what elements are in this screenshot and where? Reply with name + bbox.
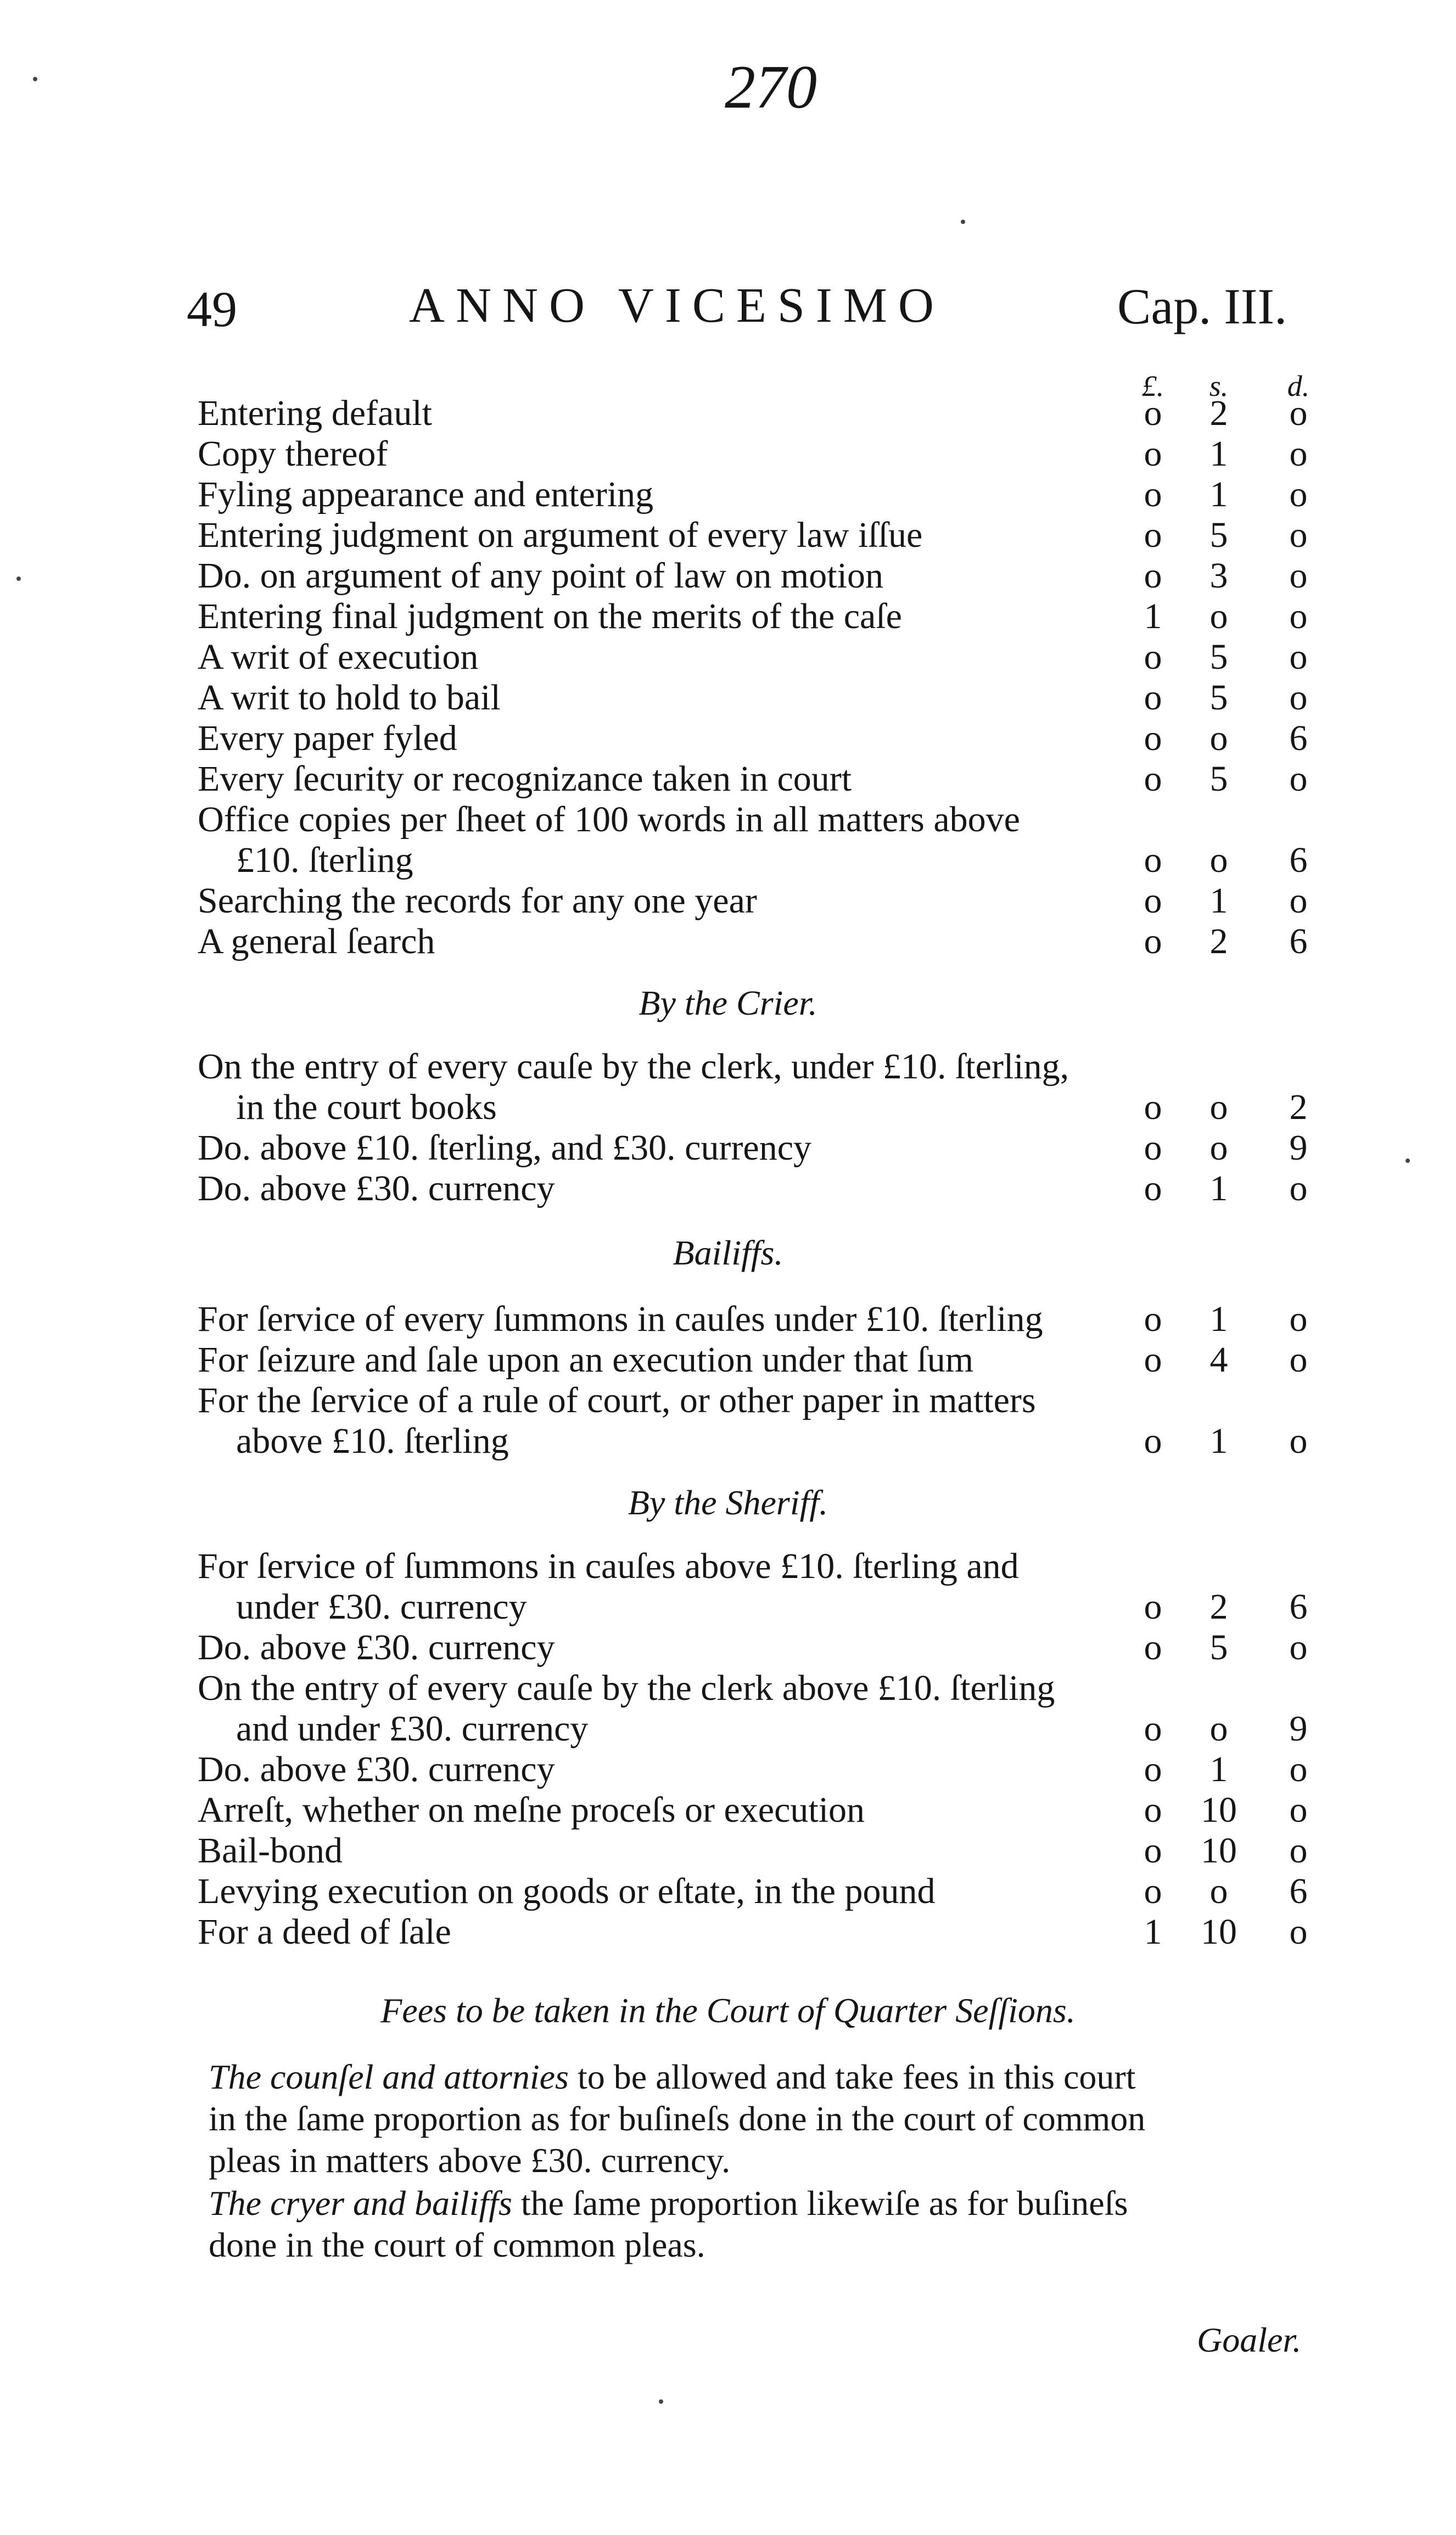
pounds-value: o [1144, 881, 1162, 921]
ink-speck [1405, 1159, 1410, 1163]
pence-value: o [1289, 881, 1308, 921]
cryer-paragraph [209, 2183, 1169, 2266]
fee-description: under £30. currency [236, 1587, 527, 1627]
fee-description: above £10. ſterling [236, 1421, 509, 1461]
fee-row [198, 840, 1351, 880]
fee-row [198, 1299, 1351, 1339]
fee-description: Every ſecurity or recognizance taken in court [198, 759, 852, 799]
fee-row [198, 1830, 1351, 1871]
shillings-value: 5 [1209, 1627, 1228, 1667]
fee-row [198, 880, 1351, 921]
fee-row [198, 1749, 1351, 1789]
pounds-value: o [1144, 1340, 1162, 1380]
shillings-value: 2 [1209, 1587, 1228, 1627]
fee-description: Office copies per ſheet of 100 words in all matters above [198, 799, 1020, 840]
shillings-value: o [1209, 1128, 1228, 1168]
fee-row [198, 1046, 1351, 1087]
pence-column-header: d. [1287, 370, 1310, 402]
page-number: 49 [187, 281, 237, 337]
fee-description: Entering judgment on argument of every law iſſue [198, 515, 923, 555]
clerk-fee-list [198, 393, 1351, 961]
pence-value: o [1289, 1299, 1308, 1339]
fee-description: For the ſervice of a rule of court, or other paper in matters [198, 1380, 1036, 1420]
fee-description: £10. ſterling [236, 840, 413, 880]
fee-row [198, 677, 1351, 718]
fee-row [198, 1627, 1351, 1667]
pounds-value: o [1144, 556, 1162, 596]
pence-value: o [1289, 596, 1308, 636]
pounds-value: o [1144, 921, 1162, 961]
fee-description: Fyling appearance and entering [198, 474, 654, 514]
ink-speck [16, 577, 21, 581]
pounds-value: o [1144, 759, 1162, 799]
fee-row [198, 474, 1351, 514]
pence-value: 9 [1289, 1128, 1308, 1168]
shillings-value: 2 [1209, 921, 1228, 961]
fee-row [198, 393, 1351, 433]
pounds-column-header: £. [1141, 370, 1164, 402]
shillings-value: 10 [1201, 1831, 1237, 1871]
pounds-value: 1 [1144, 596, 1162, 636]
shillings-value: 1 [1209, 1168, 1228, 1208]
pounds-value: o [1144, 1709, 1162, 1749]
fee-description: Arreſt, whether on meſne proceſs or execution [198, 1790, 865, 1830]
pence-value: 6 [1289, 1871, 1308, 1911]
fee-description: Do. above £10. ſterling, and £30. currency [198, 1128, 812, 1168]
bailiffs-fee-list [198, 1299, 1351, 1461]
shillings-value: 5 [1209, 637, 1228, 677]
fee-description: Entering final judgment on the merits of the caſe [198, 596, 902, 636]
fee-row [198, 433, 1351, 474]
pence-value: 6 [1289, 840, 1308, 880]
shillings-value: o [1209, 840, 1228, 880]
fee-row [198, 1380, 1351, 1420]
crier-fee-list [198, 1046, 1351, 1208]
chapter-label: Cap. III. [1117, 278, 1287, 334]
shillings-value: 1 [1209, 1421, 1228, 1461]
pence-value: o [1289, 1912, 1308, 1952]
pounds-value: o [1144, 1871, 1162, 1911]
fee-description: Every paper fyled [198, 718, 457, 758]
fee-row [198, 636, 1351, 677]
fee-description: and under £30. currency [236, 1709, 589, 1749]
pence-value: o [1289, 637, 1308, 677]
shillings-value: 1 [1209, 881, 1228, 921]
pounds-value: o [1144, 1749, 1162, 1789]
pence-value: o [1289, 1340, 1308, 1380]
fee-row [198, 1667, 1351, 1708]
pounds-value: o [1144, 434, 1162, 474]
fee-description: On the entry of every cauſe by the clerk, under £10. ſterling, [198, 1047, 1069, 1087]
pence-value: o [1289, 1790, 1308, 1830]
running-title: ANNO VICESIMO [409, 278, 945, 333]
fee-description: For ſeizure and ſale upon an execution under that ſum [198, 1340, 974, 1380]
cryer-text: the ſame proportion likewiſe as for buſineſs done in the court of common pleas. [209, 2184, 1128, 2264]
counsel-lead: The counſel and attornies [209, 2057, 569, 2096]
shillings-value: 1 [1209, 474, 1228, 514]
pounds-value: o [1144, 718, 1162, 758]
counsel-text: to be allowed and take fees in this court in the ſame proportion as for buſineſs done in the court of common pleas in matters above £30. currency. [209, 2057, 1146, 2180]
pence-value: o [1289, 393, 1308, 433]
fee-description: Do. above £30. currency [198, 1627, 555, 1667]
cryer-lead: The cryer and bailiffs [209, 2184, 512, 2223]
shillings-value: 1 [1209, 1749, 1228, 1789]
fee-row [198, 1168, 1351, 1208]
folio-number: 270 [725, 53, 817, 121]
pounds-value: o [1144, 1790, 1162, 1830]
fee-row [198, 514, 1351, 555]
shillings-value: 4 [1209, 1340, 1228, 1380]
crier-heading: By the Crier. [639, 983, 817, 1022]
shillings-column-header: s. [1209, 370, 1229, 402]
shillings-value: 2 [1209, 393, 1228, 433]
fee-row [198, 1911, 1351, 1952]
pounds-value: o [1144, 1168, 1162, 1208]
fee-row [198, 1789, 1351, 1830]
fee-description: Do. on argument of any point of law on motion [198, 556, 883, 596]
fee-row [198, 1339, 1351, 1380]
ink-speck [659, 2399, 663, 2404]
fee-row [198, 1708, 1351, 1749]
fee-row [198, 758, 1351, 799]
fee-description: Bail-bond [198, 1831, 343, 1871]
shillings-value: o [1209, 596, 1228, 636]
pounds-value: 1 [1144, 1912, 1162, 1952]
pence-value: o [1289, 515, 1308, 555]
fee-row [198, 1420, 1351, 1461]
pence-value: o [1289, 556, 1308, 596]
pence-value: 6 [1289, 718, 1308, 758]
pence-value: o [1289, 1168, 1308, 1208]
shillings-value: 10 [1201, 1912, 1237, 1952]
shillings-value: 1 [1209, 1299, 1228, 1339]
pounds-value: o [1144, 1299, 1162, 1339]
fee-row [198, 1871, 1351, 1911]
pence-value: 2 [1289, 1087, 1308, 1127]
shillings-value: 1 [1209, 434, 1228, 474]
pounds-value: o [1144, 840, 1162, 880]
shillings-value: 3 [1209, 556, 1228, 596]
fee-row [198, 1546, 1351, 1586]
pence-value: 9 [1289, 1709, 1308, 1749]
fee-description: A general ſearch [198, 921, 435, 961]
pounds-value: o [1144, 515, 1162, 555]
ink-speck [961, 220, 965, 224]
pence-value: o [1289, 678, 1308, 718]
fee-description: Copy thereof [198, 434, 388, 474]
shillings-value: 5 [1209, 515, 1228, 555]
fee-description: For ſervice of every ſummons in cauſes under £10. ſterling [198, 1299, 1043, 1339]
fee-description: Do. above £30. currency [198, 1168, 555, 1208]
fee-row [198, 596, 1351, 636]
pounds-value: o [1144, 1587, 1162, 1627]
shillings-value: 5 [1209, 759, 1228, 799]
pence-value: o [1289, 1749, 1308, 1789]
fee-description: A writ to hold to bail [198, 678, 501, 718]
pence-value: o [1289, 759, 1308, 799]
shillings-value: 5 [1209, 678, 1228, 718]
pence-value: o [1289, 474, 1308, 514]
pence-value: o [1289, 1627, 1308, 1667]
shillings-value: 10 [1201, 1790, 1237, 1830]
fee-row [198, 718, 1351, 758]
pounds-value: o [1144, 637, 1162, 677]
fee-description: A writ of execution [198, 637, 479, 677]
shillings-value: o [1209, 1709, 1228, 1749]
pounds-value: o [1144, 678, 1162, 718]
fee-row [198, 921, 1351, 961]
fee-row [198, 555, 1351, 596]
catchword: Goaler. [1197, 2320, 1302, 2359]
pounds-value: o [1144, 1087, 1162, 1127]
fee-description: Searching the records for any one year [198, 881, 757, 921]
fee-row [198, 1087, 1351, 1127]
fee-description: Levying execution on goods or eſtate, in the pound [198, 1871, 936, 1911]
pounds-value: o [1144, 393, 1162, 433]
fee-description: Do. above £30. currency [198, 1749, 555, 1789]
ink-speck [33, 77, 37, 81]
pence-value: 6 [1289, 1587, 1308, 1627]
pounds-value: o [1144, 1421, 1162, 1461]
fee-row [198, 1586, 1351, 1627]
shillings-value: o [1209, 1087, 1228, 1127]
pence-value: o [1289, 1421, 1308, 1461]
pounds-value: o [1144, 474, 1162, 514]
pence-value: o [1289, 434, 1308, 474]
sheriff-fee-list [198, 1546, 1351, 1952]
pounds-value: o [1144, 1831, 1162, 1871]
counsel-paragraph [209, 2056, 1169, 2181]
shillings-value: o [1209, 718, 1228, 758]
fee-description: in the court books [236, 1087, 497, 1127]
sheriff-heading: By the Sheriff. [628, 1483, 828, 1522]
bailiffs-heading: Bailiffs. [673, 1233, 783, 1272]
fee-row [198, 799, 1351, 840]
quarter-sessions-heading: Fees to be taken in the Court of Quarter Seſſions. [380, 1991, 1076, 2030]
pounds-value: o [1144, 1128, 1162, 1168]
fee-description: Entering default [198, 393, 433, 433]
pounds-value: o [1144, 1627, 1162, 1667]
fee-row [198, 1127, 1351, 1168]
shillings-value: o [1209, 1871, 1228, 1911]
fee-description: For ſervice of ſummons in cauſes above £10. ſterling and [198, 1546, 1019, 1586]
fee-description: On the entry of every cauſe by the clerk above £10. ſterling [198, 1668, 1055, 1708]
pence-value: 6 [1289, 921, 1308, 961]
pence-value: o [1289, 1831, 1308, 1871]
fee-description: For a deed of ſale [198, 1912, 451, 1952]
